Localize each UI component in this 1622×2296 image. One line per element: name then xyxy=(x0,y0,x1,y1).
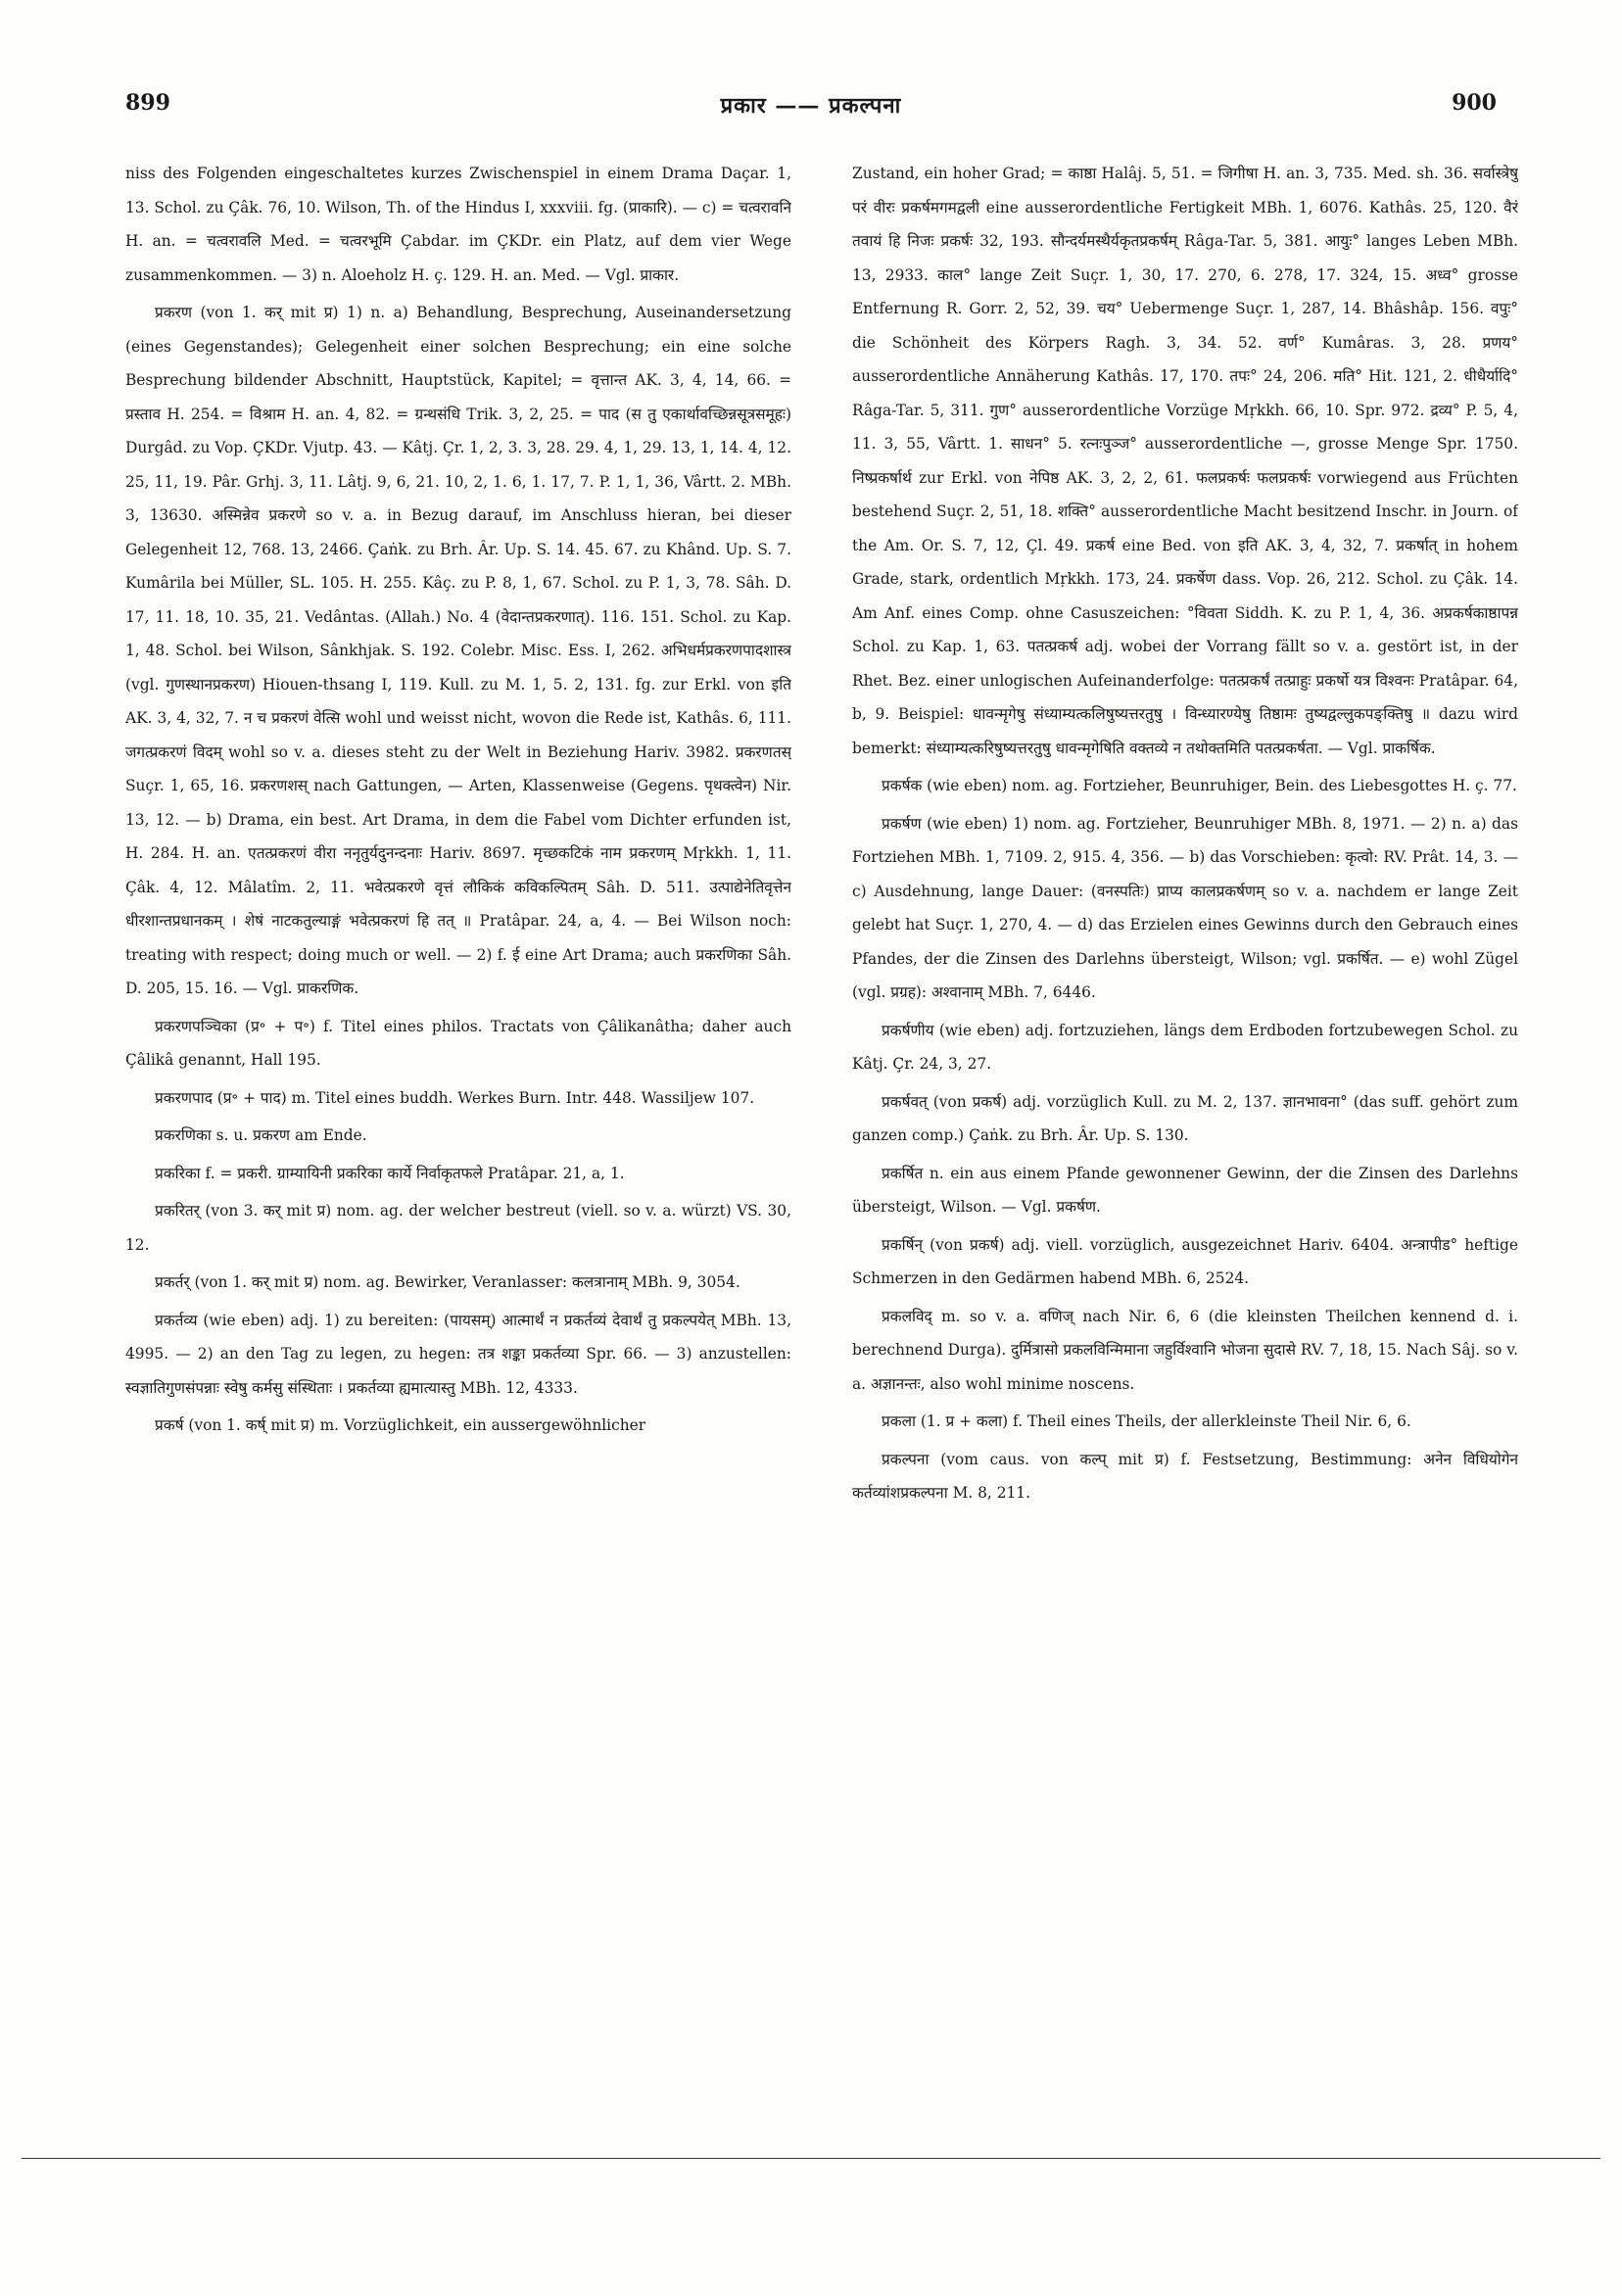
entry-prakaranika: प्रकरणिका s. u. प्रकरण am Ende. xyxy=(155,1126,367,1144)
entry-prakarsha: प्रकर्ष (von 1. कर्ष् mit प्र) m. Vorzüglichkeit, ein aussergewöhnlicher xyxy=(155,1416,646,1434)
entry-prakarshavat: प्रकर्षवत् (von प्रकर्ष) adj. vorzüglich Kull. zu M. 2, 137. ज्ञानभावना° (das suff. gehört zum ganzen comp.) Çaṅk. zu Brh. Âr. Up. S. 130. xyxy=(852,1092,1518,1144)
entry-prakaranapancika: प्रकरणपञ्चिका (प्र॰ + प॰) f. Titel eines philos. Tractats von Çâlikanâtha; daher auch Çâlikâ genannt, Hall 195. xyxy=(125,1017,791,1069)
entry-prakarshaka: प्रकर्षक (wie eben) nom. ag. Fortzieher, Beunruhiger, Bein. des Liebesgottes H. ç. 77. xyxy=(882,777,1517,794)
entry-prakarshana: प्रकर्षण (wie eben) 1) nom. ag. Fortzieher, Beunruhiger MBh. 8, 1971. — 2) n. a) das Fortziehen MBh. 1, 7109. 2, 915. 4, 356. — b) das Vorschieben: कृत्वो: RV. Prât. 14, 3. — c) Ausdehnung, lange Dauer: (वनस्पतिः) प्राप्य कालप्रकर्षणम् so v. a. nachdem er lange Zeit gelebt hat Suçr. 1, 270, 4. — d) das Erzielen eines Gewinns durch den Gebrauch eines Pfandes, der die Zinsen des Darlehns übersteigt, Wilson; vgl. प्रकर्षित. — e) wohl Zügel (vgl. प्रग्रह): अश्वानाम् MBh. 7, 6446. xyxy=(852,814,1518,1001)
entry-prakarshaniya: प्रकर्षणीय (wie eben) adj. fortzuziehen, längs dem Erdboden fortzubewegen Schol. zu Kâtj. Çr. 24, 3, 27. xyxy=(852,1021,1518,1073)
entry-prakalavid: प्रकलविद् m. so v. a. वणिज् nach Nir. 6, 6 (die kleinsten Theilchen kennend d. i. berechnend Durga). दुर्मित्रासो प्रकलविन्मिमाना जहुर्विश्वानि भोजना सुदासे RV. 7, 18, 15. Nach Sâj. so v. a. अज्ञानन्तः, also wohl minime noscens. xyxy=(852,1307,1518,1393)
entry-prakartavya: प्रकर्तव्य (wie eben) adj. 1) zu bereiten: (पायसम्) आत्मार्थं न प्रकर्तव्यं देवार्थं तु प्रकल्पयेत् MBh. 13, 4995. — 2) an den Tag zu legen, zu hegen: तत्र शङ्का प्रकर्तव्या Spr. 66. — 3) anzustellen: स्वज्ञातिगुणसंपन्नाः स्वेषु कर्मसु संस्थिताः । प्रकर्तव्या ह्यमात्यास्तु MBh. 12, 4333. xyxy=(125,1311,791,1397)
entry-prakarshin: प्रकर्षिन् (von प्रकर्ष) adj. viell. vorzüglich, ausgezeichnet Hariv. 6404. अन्त्रापीड° heftige Schmerzen in den Gedärmen habend MBh. 6, 2524. xyxy=(852,1235,1518,1287)
entry-prakala: प्रकला (1. प्र + कला) f. Theil eines Theils, der allerkleinste Theil Nir. 6, 6. xyxy=(882,1412,1411,1430)
page-number-right: 900 xyxy=(1452,90,1497,116)
entry-prakarsha-continued: Zustand, ein hoher Grad; = काष्ठा Halâj. 5, 51. = जिगीषा H. an. 3, 735. Med. sh. 36. सर्वास्त्रेषु परं वीरः प्रकर्षमगमद्वली eine ausserordentliche Fertigkeit MBh. 1, 6076. Kathâs. 25, 120. वैरं तवायं हि निजः प्रकर्षः 32, 193. सौन्दर्यमस्थैर्यकृतप्रकर्षम् Râga-Tar. 5, 381. आयुः° langes Leben MBh. 13, 2933. काल° lange Zeit Suçr. 1, 30, 17. 270, 6. 278, 17. 324, 15. अध्व° grosse Entfernung R. Gorr. 2, 52, 39. चय° Uebermenge Suçr. 1, 287, 14. Bhâshâp. 156. वपुः° die Schönheit des Körpers Ragh. 3, 34. 52. वर्ण° Kumâras. 3, 28. प्रणय° ausserordentliche Annäherung Kathâs. 17, 170. तपः° 24, 206. मति° Hit. 121, 2. धीधैर्यादि° Râga-Tar. 5, 311. गुण° ausserordentliche Vorzüge Mṛkkh. 66, 10. Spr. 972. द्रव्य° P. 5, 4, 11. 3, 55, Vârtt. 1. साधन° 5. रत्नःपुञ्ज° ausserordentliche —, grosse Menge Spr. 1750. निष्प्रकर्षार्थ zur Erkl. von नेपिष्ठ AK. 3, 2, 2, 61. फलप्रकर्षः फलप्रकर्षः vorwiegend aus Früchten bestehend Suçr. 2, 51, 18. शक्ति° ausserordentliche Macht besitzend Inschr. in Journ. of the Am. Or. S. 7, 12, Çl. 49. प्रकर्ष eine Bed. von इति AK. 3, 4, 32, 7. प्रकर्षात् in hohem Grade, stark, ordentlich Mṛkkh. 173, 24. प्रकर्षेण dass. Vop. 26, 212. Schol. zu Çâk. 14. Am Anf. eines Comp. ohne Casuszeichen: °विवता Siddh. K. zu P. 1, 4, 36. अप्रकर्षकाष्ठापन्न Schol. zu Kap. 1, 63. पतत्प्रकर्ष adj. wobei der Vorrang fällt so v. a. gestört ist, in der Rhet. Bez. einer unlogischen Aufeinanderfolge: पतत्प्रकर्षं तत्प्राहुः प्रकर्षो यत्र विश्वनः Pratâpar. 64, b, 9. Beispiel: धावन्मृगेषु संध्याम्यत्कलिषुष्यत्तरतुषु । विन्ध्यारण्येषु तिष्ठामः तुष्यद्वल्लुकपङ्क्तिषु ॥ dazu wird bemerkt: संध्याम्यत्करिषुष्यत्तरतुषु धावन्मृगेषिति वक्तव्ये न तथोक्तमिति पतत्प्रकर्षता. — Vgl. प्राकर्षिक. xyxy=(852,165,1518,757)
page-number-left: 899 xyxy=(125,90,170,116)
entry-prakaranapada: प्रकरणपाद (प्र॰ + पाद) m. Titel eines buddh. Werkes Burn. Intr. 448. Wassiljew 107. xyxy=(155,1088,755,1107)
entry-prakartar: प्रकर्तर् (von 1. कर् mit प्र) nom. ag. Bewirker, Veranlasser: कलत्रानाम् MBh. 9, 3054. xyxy=(155,1273,740,1291)
entry-continuation: niss des Folgenden eingeschaltetes kurzes Zwischenspiel in einem Drama Daçar. 1, 13. Schol. zu Çâk. 76, 10. Wilson, Th. of the Hindus I, xxxviii. fg. (प्राकारि). — c) = चत्वरावनि H. an. = चत्वरावलि Med. = चत्वरभूमि Çabdar. im ÇKDr. ein Platz, auf dem vier Wege zusammenkommen. — 3) n. Aloeholz H. ç. 129. H. an. Med. — Vgl. प्राकार. xyxy=(125,165,791,284)
entry-prakarika: प्रकरिका f. = प्रकरी. ग्राम्यायिनी प्रकरिका कार्ये निर्वाकृतफले Pratâpar. 21, a, 1. xyxy=(155,1164,625,1182)
running-head: प्रकार —— प्रकल्पना xyxy=(720,93,902,119)
entry-prakarana: प्रकरण (von 1. कर् mit प्र) 1) n. a) Behandlung, Besprechung, Auseinandersetzung (eines Gegenstandes); Gelegenheit einer solchen Besprechung; ein eine solche Besprechung bildender Abschnitt, Hauptstück, Kapitel; = वृत्तान्त AK. 3, 4, 14, 66. = प्रस्ताव H. 254. = विश्राम H. an. 4, 82. = ग्रन्थसंधि Trik. 3, 2, 25. = पाद (स तु एकार्थावच्छिन्नसूत्रसमूहः) Durgâd. zu Vop. ÇKDr. Vjutp. 43. — Kâtj. Çr. 1, 2, 3. 3, 28. 29. 4, 1, 29. 13, 1, 14. 4, 12. 25, 11, 19. Pâr. Grhj. 3, 11. Lâtj. 9, 6, 21. 10, 2, 1. 6, 1. 17, 7. P. 1, 1, 36, Vârtt. 2. MBh. 3, 13630. अस्मिन्नेव प्रकरणे so v. a. in Bezug darauf, im Anschluss hieran, bei dieser Gelegenheit 12, 768. 13, 2466. Çaṅk. zu Brh. Âr. Up. S. 14. 45. 67. zu Khând. Up. S. 7. Kumârila bei Müller, SL. 105. H. 255. Kâç. zu P. 8, 1, 67. Schol. zu P. 1, 3, 78. Sâh. D. 17, 11. 18, 10. 35, 21. Vedântas. (Allah.) No. 4 (वेदान्तप्रकरणात्). 116. 151. Schol. zu Kap. 1, 48. Schol. bei Wilson, Sânkhjak. S. 192. Colebr. Misc. Ess. I, 262. अभिधर्मप्रकरणपादशास्त्र (vgl. गुणस्थानप्रकरण) Hiouen-thsang I, 119. Kull. zu M. 1, 5. 2, 131. fg. zur Erkl. von इति AK. 3, 4, 32, 7. न च प्रकरणं वेत्सि wohl und weisst nicht, wovon die Rede ist, Kathâs. 6, 111. जगत्प्रकरणं विदम् wohl so v. a. dieses steht zu der Welt in Beziehung Hariv. 3982. प्रकरणतस् Suçr. 1, 65, 16. प्रकरणशस् nach Gattungen, — Arten, Klassenweise (Gegens. पृथक्त्वेन) Nir. 13, 12. — b) Drama, ein best. Art Drama, in dem die Fabel vom Dichter erfunden ist, H. 284. H. an. एतत्प्रकरणं वीरा ननृतुर्यदुनन्दनाः Hariv. 8697. मृच्छकटिकं नाम प्रकरणम् Mṛkkh. 1, 11. Çâk. 4, 12. Mâlatîm. 2, 11. भवेत्प्रकरणे वृत्तं लौकिकं कविकल्पितम् Sâh. D. 511. उत्पाद्येनेतिवृत्तेन धीरशान्तप्रधानकम् । शेषं नाटकतुल्याङ्गं भवेत्प्रकरणं हि तत् ॥ Pratâpar. 24, a, 4. — Bei Wilson noch: treating with respect; doing much or well. — 2) f. ई eine Art Drama; auch प्रकरणिका Sâh. D. 205, 15. 16. — Vgl. प्राकरणिक. xyxy=(125,304,791,997)
right-column xyxy=(852,157,1518,2067)
left-column xyxy=(125,157,791,2067)
page-header xyxy=(125,90,1497,129)
entry-prakalpana: प्रकल्पना (vom caus. von कल्प् mit प्र) f. Festsetzung, Bestimmung: अनेन विधियोगेन कर्तव्यांशप्रकल्पना M. 8, 211. xyxy=(852,1450,1518,1502)
entry-prakarshita: प्रकर्षित n. ein aus einem Pfande gewonnener Gewinn, der die Zinsen des Darlehns übersteigt, Wilson. — Vgl. प्रकर्षण. xyxy=(852,1164,1518,1216)
footer-rule xyxy=(22,2158,1600,2159)
entry-prakaritar: प्रकरितर् (von 3. कर् mit प्र) nom. ag. der welcher bestreut (viell. so v. a. würzt) VS. 30, 12. xyxy=(125,1202,791,1254)
